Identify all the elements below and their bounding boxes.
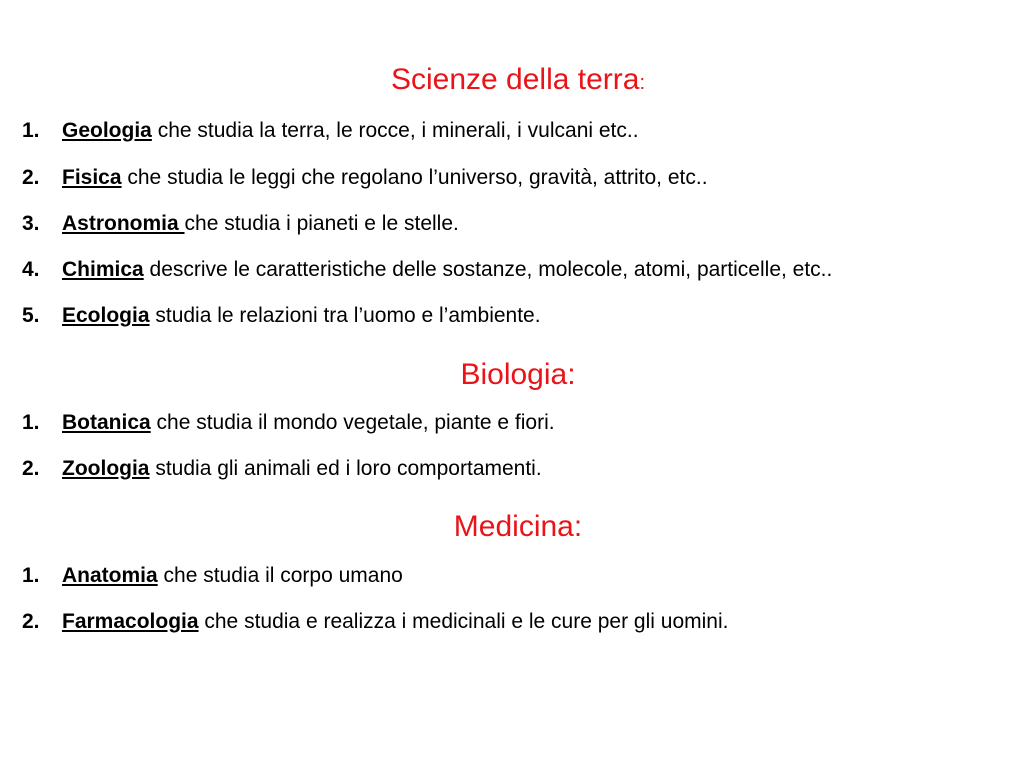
item-text [62, 257, 832, 283]
item-term: Farmacologia [62, 610, 199, 633]
item-number: 3. [22, 212, 40, 235]
item-term: Botanica [62, 411, 151, 434]
item-term: Ecologia [62, 304, 150, 327]
item-text [62, 609, 728, 635]
item-number: 2. [22, 610, 40, 633]
item-term: Anatomia [62, 564, 158, 587]
section-title-biologia: Biologia: [460, 358, 576, 391]
item-number: 1. [22, 411, 40, 434]
section-title-medicina: Medicina: [453, 510, 583, 543]
item-description: che studia il corpo umano [157, 564, 403, 587]
item-number: 1. [22, 119, 40, 142]
item-description: studia le relazioni tra l’uomo e l’ambiente. [149, 304, 541, 327]
item-term: Chimica [62, 258, 144, 281]
item-text [62, 165, 708, 191]
item-text [62, 410, 555, 436]
section-title-text: Scienze della terra [390, 63, 640, 96]
item-description: che studia il mondo vegetale, piante e fiori. [150, 411, 555, 434]
item-number: 1. [22, 564, 40, 587]
item-term: Astronomia [62, 212, 185, 235]
section-title-scienze-della-terra [0, 63, 1024, 100]
item-term: Zoologia [62, 457, 150, 480]
item-description: descrive le caratteristiche delle sostanze, molecole, atomi, particelle, etc.. [143, 258, 833, 281]
item-text [62, 303, 541, 329]
item-text [62, 563, 403, 589]
item-number: 2. [22, 457, 40, 480]
item-term: Fisica [62, 166, 122, 189]
item-text [62, 211, 459, 237]
item-description: studia gli animali ed i loro comportamenti. [149, 457, 542, 480]
item-text [62, 118, 639, 144]
item-description: che studia i pianeti e le stelle. [184, 212, 459, 235]
item-description: che studia le leggi che regolano l’universo, gravità, attrito, etc.. [121, 166, 708, 189]
item-text [62, 456, 542, 482]
section-title-colon: : [639, 72, 646, 94]
item-number: 4. [22, 258, 40, 281]
item-number: 5. [22, 304, 40, 327]
item-description: che studia la terra, le rocce, i minerali, i vulcani etc.. [151, 119, 639, 142]
item-number: 2. [22, 166, 40, 189]
item-term: Geologia [62, 119, 152, 142]
item-description: che studia e realizza i medicinali e le cure per gli uomini. [198, 610, 729, 633]
